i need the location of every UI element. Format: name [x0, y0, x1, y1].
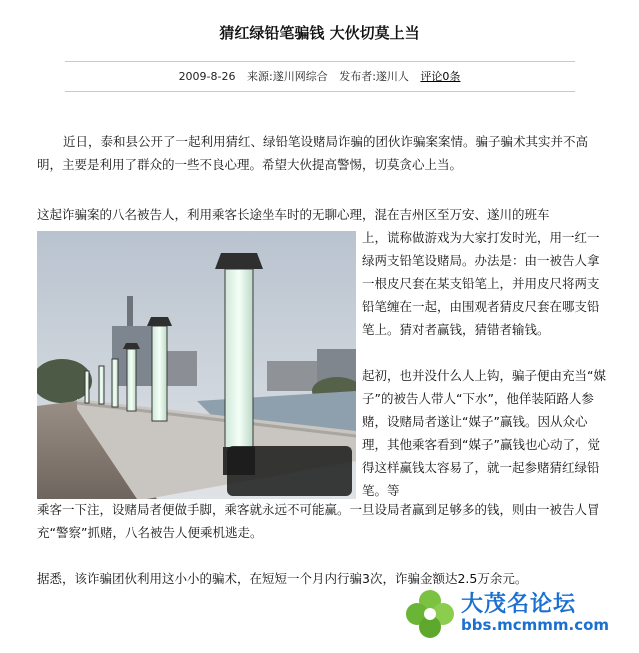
paragraph-summary: 据悉，该诈骗团伙利用这小小的骗术，在短短一个月内行骗3次，诈骗金额达2.5万余元。 [37, 571, 528, 586]
forum-name: 大茂名论坛 [461, 592, 577, 617]
paragraph-case-line: 这起诈骗案的八名被告人，利用乘客长途坐车时的无聊心理，混在吉州区至万安、遂川的班车 [37, 207, 550, 222]
title-divider [65, 61, 575, 62]
paragraph-escape: 乘客一下注，设赌局者便做手脚，乘客就永远不可能赢。一旦设局者赢到足够多的钱，则由一被告人冒充“警察”抓赌，八名被告人便乘机逃走。 [37, 502, 600, 540]
article-publisher: 发布者:遂川人 [339, 70, 409, 83]
article-meta [0, 68, 639, 84]
paragraph-scheme: 上，谎称做游戏为大家打发时光，用一红一绿两支铅笔设赌局。办法是：由一被告人拿一根皮尺套在某支铅笔上，并用皮尺将两支铅笔缠在一起，由围观者猜皮尺套在哪支铅笔上。猜对者赢钱，猜错者输钱。 [362, 230, 600, 337]
comments-link[interactable]: 评论0条 [420, 70, 461, 83]
forum-url: bbs.mcmmm.com [461, 616, 610, 634]
paragraph-accomplice: 起初，也并没什么人上钩，骗子便由充当“媒子”的被告人带人“下水”，他佯装陌路人参赌，设赌局者遂让“媒子”赢钱。因从众心理，其他乘客看到“媒子”赢钱也心动了，觉得这样赢钱太容易了，就一起参赌猜红绿铅笔。等 [362, 368, 606, 498]
clover-logo-icon [404, 588, 456, 640]
street-lamps-photo [37, 231, 356, 499]
forum-watermark [404, 585, 610, 643]
meta-divider [65, 91, 575, 92]
paragraph-intro: 近日，泰和县公开了一起利用猜红、绿铅笔设赌局诈骗的团伙诈骗案案情。骗子骗术其实并不高明，主要是利用了群众的一些不良心理。希望大伙提高警惕，切莫贪心上当。 [37, 134, 589, 172]
article-source: 来源:遂川网综合 [247, 70, 328, 83]
article-title: 猜红绿铅笔骗钱 大伙切莫上当 [219, 24, 420, 42]
article-date: 2009-8-26 [178, 70, 236, 83]
